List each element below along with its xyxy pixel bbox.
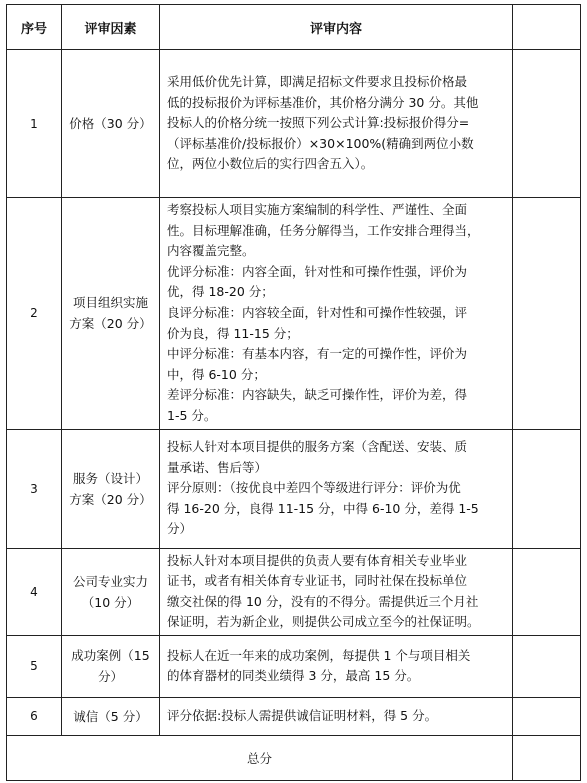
row-content (160, 198, 513, 430)
content-line: 投标人针对本项目提供的负责人要有体育相关专业毕业 (167, 552, 468, 568)
content-line: （评标基准价/投标报价）×30×100%(精确到两位小数 (167, 135, 474, 151)
content-line: 优评分标准：内容全面，针对性和可操作性强，评价为 (167, 263, 468, 279)
table-row (7, 635, 581, 697)
table-row (7, 697, 581, 735)
header-no: 序号 (7, 5, 62, 50)
row-content (160, 429, 513, 548)
row-factor: 成功案例（15 分） (62, 635, 160, 697)
content-line: 得 16-20 分，良得 11-15 分，中得 6-10 分，差得 1-5 (167, 500, 479, 516)
content-line: 投标人的价格分统一按照下列公式计算:投标报价得分= (167, 115, 470, 131)
row-number: 1 (7, 50, 62, 198)
content-line: 量承诺、售后等） (167, 459, 268, 475)
header-row (7, 5, 581, 50)
total-row (7, 735, 581, 780)
content-line: 评分依据:投标人需提供诚信证明材料，得 5 分。 (167, 708, 438, 724)
content-line: 优，得 18-20 分； (167, 284, 274, 300)
header-content: 评审内容 (160, 5, 513, 50)
row-extra-cell (513, 50, 581, 198)
content-line: 位，两位小数位后的实行四舍五入）。 (167, 156, 374, 172)
row-content (160, 548, 513, 635)
row-factor: 公司专业实力（10 分） (62, 548, 160, 635)
row-content (160, 697, 513, 735)
header-factor: 评审因素 (62, 5, 160, 50)
header-extra (513, 5, 581, 50)
row-number: 2 (7, 198, 62, 430)
row-factor: 诚信（5 分） (62, 697, 160, 735)
row-number: 6 (7, 697, 62, 735)
content-line: 中，得 6-10 分； (167, 366, 266, 382)
content-line: 内容覆盖完整。 (167, 243, 255, 259)
content-line: 分） (167, 521, 193, 537)
total-label: 总分 (7, 735, 513, 780)
table-row (7, 429, 581, 548)
content-line: 中评分标准：有基本内容，有一定的可操作性，评价为 (167, 346, 468, 362)
row-number: 3 (7, 429, 62, 548)
content-line: 考察投标人项目实施方案编制的科学性、严谨性、全面 (167, 202, 468, 217)
row-number: 5 (7, 635, 62, 697)
total-value-cell (513, 735, 581, 780)
table-row (7, 50, 581, 198)
table-row (7, 548, 581, 635)
content-line: 保证明，若为新企业，则提供公司成立至今的社保证明。 (167, 614, 480, 630)
content-line: 性。目标理解准确，任务分解得当，工作安排合理得当， (167, 222, 480, 238)
table-row (7, 198, 581, 430)
content-line: 投标人针对本项目提供的服务方案（含配送、安装、质 (167, 439, 468, 455)
content-line: 评分原则：（按优良中差四个等级进行评分：评价为优 (167, 480, 461, 496)
row-factor: 服务（设计）方案（20 分） (62, 429, 160, 548)
content-line: 缴交社保的得 10 分，没有的不得分。需提供近三个月社 (167, 593, 479, 609)
row-factor: 价格（30 分） (62, 50, 160, 198)
row-number: 4 (7, 548, 62, 635)
content-line: 低的投标报价为评标基准价，其价格分满分 30 分。其他 (167, 94, 479, 110)
content-line: 价为良，得 11-15 分； (167, 325, 299, 341)
content-line: 证书，或者有相关体育专业证书，同时社保在投标单位 (167, 573, 468, 589)
scoring-table (6, 4, 581, 781)
row-content (160, 635, 513, 697)
content-line: 良评分标准：内容较全面，针对性和可操作性较强，评 (167, 304, 468, 320)
content-line: 差评分标准：内容缺失，缺乏可操作性，评价为差，得 (167, 387, 468, 403)
row-extra-cell (513, 635, 581, 697)
row-extra-cell (513, 198, 581, 430)
content-line: 的体育器材的同类业绩得 3 分，最高 15 分。 (167, 668, 420, 684)
content-line: 采用低价优先计算，即满足招标文件要求且投标价格最 (167, 74, 468, 90)
row-extra-cell (513, 548, 581, 635)
row-factor: 项目组织实施方案（20 分） (62, 198, 160, 430)
content-line: 投标人在近一年来的成功案例，每提供 1 个与项目相关 (167, 647, 471, 663)
row-content (160, 50, 513, 198)
content-line: 1-5 分。 (167, 407, 217, 423)
row-extra-cell (513, 697, 581, 735)
row-extra-cell (513, 429, 581, 548)
